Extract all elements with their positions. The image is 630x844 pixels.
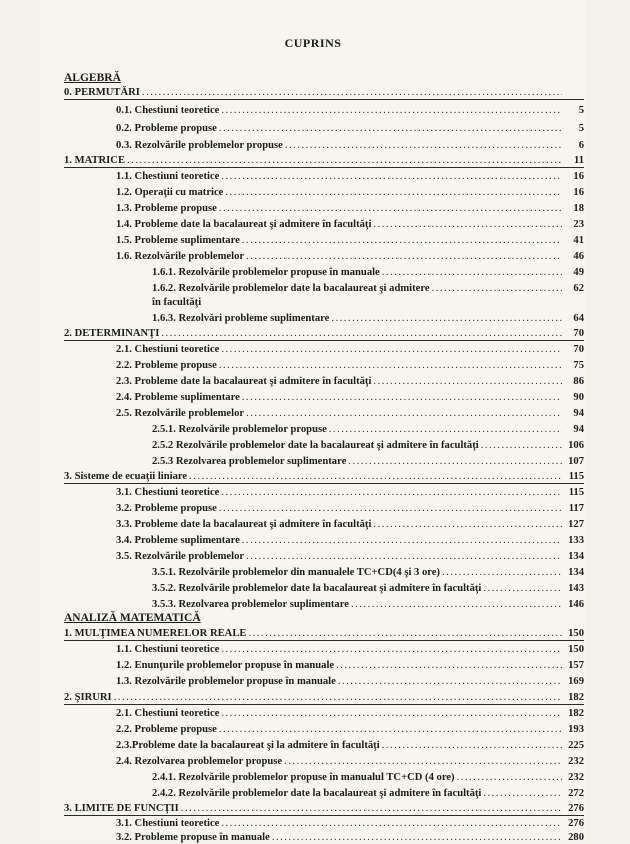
toc-dot-leader [246, 550, 562, 563]
toc-dot-leader [338, 675, 562, 688]
toc-dot-leader [219, 202, 562, 215]
toc-dot-leader [181, 802, 562, 815]
toc-entry [152, 598, 584, 611]
toc-entry [116, 359, 584, 372]
toc-page-number: 150 [568, 644, 584, 655]
toc-page-number: 115 [568, 487, 584, 498]
toc-page-number: 133 [568, 535, 584, 546]
toc-dot-leader [457, 771, 562, 784]
toc-page-number: 193 [568, 724, 584, 735]
toc-entry-title: 2.5.1. Rezolvările problemelor propuse [152, 424, 327, 435]
toc-entry-title: 1.1. Chestiuni teoretice [116, 171, 220, 182]
toc-dot-leader [285, 139, 562, 152]
toc-entry-title: 2.3. Probleme date la bacalaureat şi admitere în facultăţi [116, 376, 372, 387]
toc-dot-leader [127, 154, 562, 167]
toc-entry [152, 566, 584, 579]
toc-dot-leader [219, 723, 562, 736]
toc-page-number: 5 [578, 105, 584, 116]
toc-dot-leader [219, 122, 562, 135]
toc-entry [116, 234, 584, 247]
toc-page-number: 276 [568, 818, 584, 829]
toc-page-number: 90 [573, 392, 584, 403]
toc-page-number: 276 [568, 803, 584, 814]
toc-entry-title: 2.4. Rezolvarea problemelor propuse [116, 756, 283, 767]
toc-entry [152, 282, 584, 295]
toc-page-number: 272 [568, 788, 584, 799]
toc-dot-leader [483, 582, 562, 595]
toc-entry [64, 802, 584, 816]
toc-dot-leader [442, 566, 562, 579]
page-title: CUPRINS [284, 36, 342, 50]
toc-entry-title: 0. PERMUTĂRI [64, 87, 140, 98]
toc-entry-title: 2.2. Probleme propuse [116, 360, 217, 371]
toc-entry-title: 1.6.2. Rezolvările problemelor date la bacalaureat şi admitere [152, 283, 430, 294]
toc-page-number: 49 [573, 267, 584, 278]
toc-dot-leader [221, 707, 562, 720]
toc-entry-title: 0.3. Rezolvările problemelor propuse [116, 140, 283, 151]
toc-entry [116, 707, 584, 720]
toc-page-number: 232 [568, 756, 584, 767]
toc-page-number: 143 [568, 583, 584, 594]
toc-entry [116, 534, 584, 547]
toc-entry-title: 3. Sisteme de ecuaţii liniare [64, 471, 188, 482]
toc-entry [152, 439, 584, 452]
toc-entry [116, 202, 584, 215]
toc-page [40, 0, 586, 843]
toc-entry [116, 739, 584, 752]
toc-dot-leader [114, 691, 562, 704]
toc-entry [116, 817, 584, 830]
toc-entry [116, 139, 584, 152]
toc-page-number: 134 [568, 551, 584, 562]
toc-entry-title: 2.2. Probleme propuse [116, 724, 217, 735]
toc-entry-title: 0.1. Chestiuni teoretice [116, 105, 220, 116]
toc-dot-leader [221, 104, 562, 117]
toc-entry [152, 771, 584, 784]
toc-entry-title: 3.5.1. Rezolvările problemelor din manualele TC+CD(4 şi 3 ore) [152, 567, 441, 578]
toc-entry [116, 518, 584, 531]
toc-entry-title: 1.4. Probleme date la bacalaureat şi admitere în facultăţi [116, 219, 372, 230]
toc-dot-leader [351, 598, 562, 611]
toc-entry-title: 3.5.3. Rezolvarea problemelor suplimentare [152, 599, 349, 610]
toc-page-number: 157 [568, 660, 584, 671]
toc-dot-leader [246, 250, 562, 263]
toc-entry [116, 343, 584, 356]
toc-page-number: 86 [573, 376, 584, 387]
toc-page-number: 41 [573, 235, 584, 246]
toc-dot-leader [284, 755, 562, 768]
toc-page-number: 46 [573, 251, 584, 262]
toc-page-number: 11 [573, 155, 584, 166]
toc-dot-leader [272, 831, 562, 844]
toc-entry [116, 659, 584, 672]
toc-entry-title: 1.6.1. Rezolvările problemelor propuse în manuale [152, 267, 380, 278]
toc-section-heading: ALGEBRĂ [64, 72, 121, 84]
toc-page-number: 182 [568, 708, 584, 719]
toc-entry [116, 170, 584, 183]
toc-page-number: 62 [573, 283, 584, 294]
toc-page-number: 169 [568, 676, 584, 687]
toc-entry-title: 3.1. Chestiuni teoretice [116, 818, 220, 829]
toc-dot-leader [432, 282, 562, 295]
toc-entry [116, 675, 584, 688]
toc-entry-title: 2. ŞIRURI [64, 692, 112, 703]
toc-dot-leader [248, 627, 562, 640]
toc-page-number: 5 [578, 123, 584, 134]
toc-entry [64, 154, 584, 168]
toc-entry-title: 1.3. Probleme propuse [116, 203, 217, 214]
toc-entry-title: 2.1. Chestiuni teoretice [116, 344, 220, 355]
toc-entry [64, 691, 584, 705]
toc-entry [116, 486, 584, 499]
toc-dot-leader [382, 266, 562, 279]
toc-entry-title: 3.5.2. Rezolvările problemelor date la bacalaureat şi admitere în facultăţi [152, 583, 482, 594]
toc-dot-leader [219, 359, 562, 372]
toc-page-number: 16 [573, 171, 584, 182]
toc-dot-leader [373, 518, 562, 531]
toc-entry-title: 1.2. Operaţii cu matrice [116, 187, 224, 198]
toc-page-number: 117 [568, 503, 584, 514]
toc-entry-title: 3.1. Chestiuni teoretice [116, 487, 220, 498]
toc-entry [116, 643, 584, 656]
toc-page-number: 115 [568, 471, 584, 482]
toc-entry [116, 104, 584, 117]
toc-dot-leader [483, 787, 562, 800]
toc-entry [116, 723, 584, 736]
toc-dot-leader [142, 86, 562, 99]
toc-page-number: 107 [568, 456, 584, 467]
toc-entry [116, 407, 584, 420]
toc-dot-leader [329, 423, 562, 436]
toc-page-number: 70 [573, 328, 584, 339]
toc-entry-title: 2.4. Probleme suplimentare [116, 392, 240, 403]
toc-entry [64, 470, 584, 484]
toc-entry-title: în facultăţi [152, 297, 202, 308]
toc-entry-title: 1. MULŢIMEA NUMERELOR REALE [64, 628, 247, 639]
toc-page-number: 70 [573, 344, 584, 355]
toc-page-number: 16 [573, 187, 584, 198]
toc-entry [64, 627, 584, 641]
toc-entry [152, 787, 584, 800]
toc-entry [152, 423, 584, 436]
toc-page-number: 18 [573, 203, 584, 214]
toc-entry-title: 1.6. Rezolvările problemelor [116, 251, 245, 262]
toc-entry [152, 582, 584, 595]
toc-entry-title: 3.4. Probleme suplimentare [116, 535, 240, 546]
toc-dot-leader [382, 739, 562, 752]
toc-entry-title: 2.5. Rezolvările problemelor [116, 408, 245, 419]
toc-dot-leader [242, 391, 562, 404]
toc-page-number: 232 [568, 772, 584, 783]
toc-dot-leader [373, 375, 562, 388]
toc-entry [116, 375, 584, 388]
toc-entry-title: 1.3. Rezolvările problemelor propuse în manuale [116, 676, 336, 687]
toc-dot-leader [373, 218, 562, 231]
toc-entry-title: 3.5. Rezolvările problemelor [116, 551, 245, 562]
toc-entry [152, 296, 584, 309]
toc-entry-title: 3. LIMITE DE FUNCŢII [64, 803, 179, 814]
toc-dot-leader [348, 455, 562, 468]
toc-page-number: 127 [568, 519, 584, 530]
toc-section-heading: ANALIZĂ MATEMATICĂ [64, 612, 201, 624]
toc-entry [116, 122, 584, 135]
toc-page-number: 182 [568, 692, 584, 703]
toc-dot-leader [242, 534, 562, 547]
toc-entry [116, 755, 584, 768]
toc-page-number: 106 [568, 440, 584, 451]
toc-dot-leader [242, 234, 562, 247]
toc-entry-title: 2. DETERMINANŢI [64, 328, 160, 339]
toc-entry [64, 86, 584, 100]
toc-page-number: 280 [568, 832, 584, 843]
toc-entry-title: 2.1. Chestiuni teoretice [116, 708, 220, 719]
toc-dot-leader [481, 439, 562, 452]
toc-dot-leader [189, 470, 562, 483]
toc-page-number: 146 [568, 599, 584, 610]
toc-dot-leader [221, 343, 562, 356]
toc-entry [116, 502, 584, 515]
toc-dot-leader [331, 312, 562, 325]
toc-page-number: 225 [568, 740, 584, 751]
toc-page-number: 6 [578, 140, 584, 151]
toc-dot-leader [221, 643, 562, 656]
toc-dot-leader [221, 817, 562, 830]
toc-entry [116, 831, 584, 844]
toc-entry [116, 186, 584, 199]
toc-entry-title: 3.3. Probleme date la bacalaureat şi admitere în facultăţi [116, 519, 372, 530]
toc-dot-leader [225, 186, 562, 199]
toc-entry-title: 1.5. Probleme suplimentare [116, 235, 240, 246]
toc-page-number: 94 [573, 408, 584, 419]
toc-entry-title: 2.5.3 Rezolvarea problemelor suplimentare [152, 456, 347, 467]
toc-entry [116, 218, 584, 231]
toc-page-number: 150 [568, 628, 584, 639]
toc-entry [64, 327, 584, 341]
toc-entry-title: 1.6.3. Rezolvări probleme suplimentare [152, 313, 330, 324]
toc-page-number: 94 [573, 424, 584, 435]
toc-entry-title: 2.5.2 Rezolvările problemelor date la bacalaureat şi admitere în facultăţi [152, 440, 479, 451]
toc-entry-title: 1.1. Chestiuni teoretice [116, 644, 220, 655]
toc-entry [152, 312, 584, 325]
toc-entry-title: 2.4.2. Rezolvările problemelor date la bacalaureat şi admitere în facultăţi [152, 788, 482, 799]
toc-page-number: 23 [573, 219, 584, 230]
toc-dot-leader [221, 486, 562, 499]
toc-dot-leader [219, 502, 562, 515]
toc-page-number: 64 [573, 313, 584, 324]
toc-entry-title: 3.2. Probleme propuse [116, 503, 217, 514]
toc-entry-title: 0.2. Probleme propuse [116, 123, 217, 134]
toc-entry [152, 266, 584, 279]
toc-entry-title: 3.2. Probleme propuse în manuale [116, 832, 270, 843]
toc-page-number: 75 [573, 360, 584, 371]
toc-entry-title: 1.2. Enunţurile problemelor propuse în manuale [116, 660, 335, 671]
toc-entry-title: 2.4.1. Rezolvările problemelor propuse în manualul TC+CD (4 ore) [152, 772, 455, 783]
toc-entry [116, 550, 584, 563]
toc-dot-leader [336, 659, 562, 672]
toc-entry [116, 250, 584, 263]
toc-entry [152, 455, 584, 468]
toc-entry [116, 391, 584, 404]
toc-dot-leader [246, 407, 562, 420]
toc-page-number: 134 [568, 567, 584, 578]
toc-entry-title: 1. MATRICE [64, 155, 126, 166]
toc-dot-leader [161, 327, 562, 340]
toc-dot-leader [221, 170, 562, 183]
toc-entry-title: 2.3.Probleme date la bacalaureat şi la admitere în facultăţi [116, 740, 380, 751]
